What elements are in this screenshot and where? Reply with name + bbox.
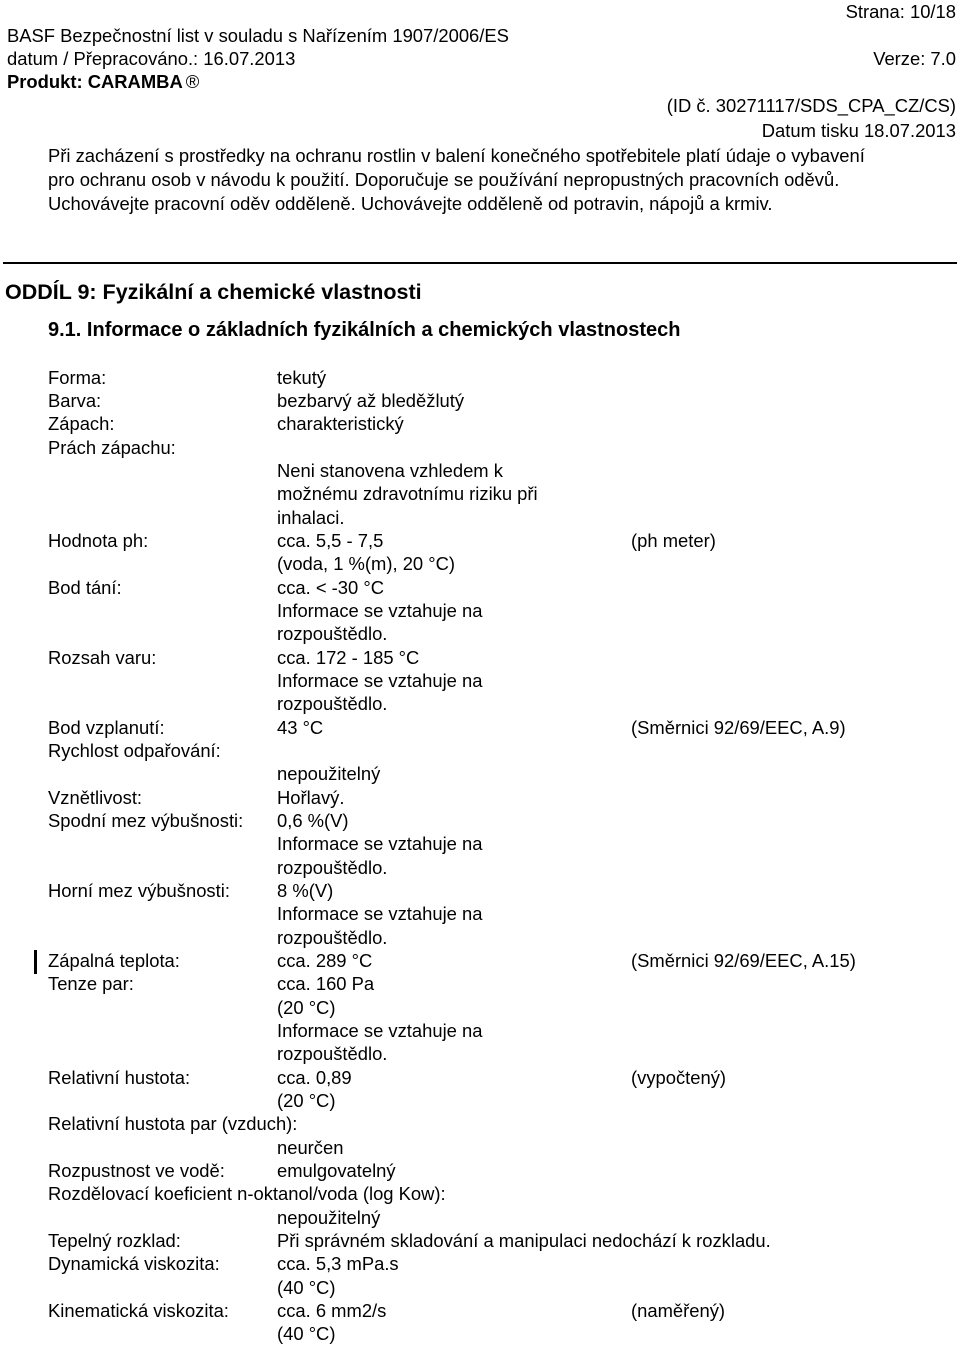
property-value: nepoužitelný — [277, 763, 381, 784]
property-label: Zápach: — [48, 413, 115, 434]
property-value: rozpouštědlo. — [277, 693, 388, 714]
property-value: neurčen — [277, 1137, 344, 1158]
property-value: Informace se vztahuje na — [277, 1020, 483, 1041]
property-value: (20 °C) — [277, 1090, 336, 1111]
property-value: charakteristický — [277, 413, 404, 434]
property-method-note: (vypočtený) — [631, 1067, 727, 1088]
intro-line-2: pro ochranu osob v návodu k použití. Doporučuje se používání nepropustných pracovních oděvů. — [48, 169, 840, 190]
property-value: tekutý — [277, 367, 327, 388]
property-value: rozpouštědlo. — [277, 927, 388, 948]
property-value: Informace se vztahuje na — [277, 600, 483, 621]
property-value: rozpouštědlo. — [277, 1043, 388, 1064]
property-value: (20 °C) — [277, 997, 336, 1018]
property-label: Rozpustnost ve vodě: — [48, 1160, 225, 1181]
property-value: cca. 160 Pa — [277, 973, 375, 994]
property-value: Informace se vztahuje na — [277, 903, 483, 924]
property-method-note: (Směrnici 92/69/EEC, A.15) — [631, 950, 856, 971]
property-value: 0,6 %(V) — [277, 810, 349, 831]
intro-line-1: Při zacházení s prostředky na ochranu rostlin v balení konečného spotřebitele platí údaje o vybavení — [48, 145, 865, 166]
property-value: možnému zdravotnímu riziku při — [277, 483, 538, 504]
property-value: rozpouštědlo. — [277, 857, 388, 878]
property-value: cca. 172 - 185 °C — [277, 647, 420, 668]
property-label: Rozsah varu: — [48, 647, 157, 668]
property-method-note: (Směrnici 92/69/EEC, A.9) — [631, 717, 846, 738]
property-label: Rozdělovací koeficient n-oktanol/voda (log Kow): — [48, 1183, 446, 1204]
property-value: cca. 6 mm2/s — [277, 1300, 387, 1321]
property-method-note: (ph meter) — [631, 530, 716, 551]
property-label: Bod tání: — [48, 577, 122, 598]
property-value: emulgovatelný — [277, 1160, 396, 1181]
property-value: 43 °C — [277, 717, 324, 738]
subsection-heading: 9.1. Informace o základních fyzikálních a chemických vlastnostech — [48, 319, 681, 341]
property-label: Hodnota ph: — [48, 530, 149, 551]
property-value: (40 °C) — [277, 1277, 336, 1298]
property-value: rozpouštědlo. — [277, 623, 388, 644]
property-label: Kinematická viskozita: — [48, 1300, 229, 1321]
property-label: Rychlost odpařování: — [48, 740, 221, 761]
property-label: Dynamická viskozita: — [48, 1253, 220, 1274]
version: Verze: 7.0 — [873, 48, 956, 69]
registered-mark: ® — [185, 71, 200, 92]
property-method-note: (naměřený) — [631, 1300, 726, 1321]
property-value: nepoužitelný — [277, 1207, 381, 1228]
section-divider — [3, 262, 957, 264]
property-label: Spodní mez výbušnosti: — [48, 810, 244, 831]
page-number: Strana: 10/18 — [845, 1, 956, 22]
print-date: Datum tisku 18.07.2013 — [761, 120, 956, 141]
property-label: Barva: — [48, 390, 102, 411]
product-line — [7, 73, 199, 91]
product-label: Produkt: — [7, 71, 88, 92]
property-label: Relativní hustota par (vzduch): — [48, 1113, 298, 1134]
document-title: BASF Bezpečnostní list v souladu s Nařízením 1907/2006/ES — [7, 25, 509, 46]
product-name: CARAMBA — [87, 71, 183, 92]
property-label: Prách zápachu: — [48, 437, 176, 458]
property-value: cca. 5,5 - 7,5 — [277, 530, 384, 551]
property-value: cca. < -30 °C — [277, 577, 385, 598]
property-value: Informace se vztahuje na — [277, 670, 483, 691]
property-value: bezbarvý až bleděžlutý — [277, 390, 465, 411]
property-value: cca. 5,3 mPa.s — [277, 1253, 399, 1274]
change-bar — [34, 950, 37, 974]
document-id: (ID č. 30271117/SDS_CPA_CZ/CS) — [666, 95, 956, 116]
intro-line-3: Uchovávejte pracovní oděv odděleně. Uchovávejte odděleně od potravin, nápojů a krmiv. — [48, 193, 773, 214]
property-value: cca. 289 °C — [277, 950, 373, 971]
property-value: (40 °C) — [277, 1323, 336, 1344]
property-label: Zápalná teplota: — [48, 950, 180, 971]
section-heading: ODDÍL 9: Fyzikální a chemické vlastnosti — [5, 280, 422, 304]
property-value: cca. 0,89 — [277, 1067, 352, 1088]
property-value: 8 %(V) — [277, 880, 334, 901]
property-label: Tenze par: — [48, 973, 134, 994]
property-label: Vznětlivost: — [48, 787, 143, 808]
property-value: (voda, 1 %(m), 20 °C) — [277, 553, 456, 574]
property-value: Neni stanovena vzhledem k — [277, 460, 503, 481]
property-value: Hořlavý. — [277, 787, 345, 808]
revision-date: datum / Přepracováno.: 16.07.2013 — [7, 48, 296, 69]
property-label: Relativní hustota: — [48, 1067, 191, 1088]
property-label: Bod vzplanutí: — [48, 717, 165, 738]
property-value: Informace se vztahuje na — [277, 833, 483, 854]
property-label: Forma: — [48, 367, 107, 388]
property-label: Tepelný rozklad: — [48, 1230, 181, 1251]
property-value: inhalaci. — [277, 507, 345, 528]
property-label: Horní mez výbušnosti: — [48, 880, 230, 901]
property-value: Při správném skladování a manipulaci nedochází k rozkladu. — [277, 1230, 771, 1251]
